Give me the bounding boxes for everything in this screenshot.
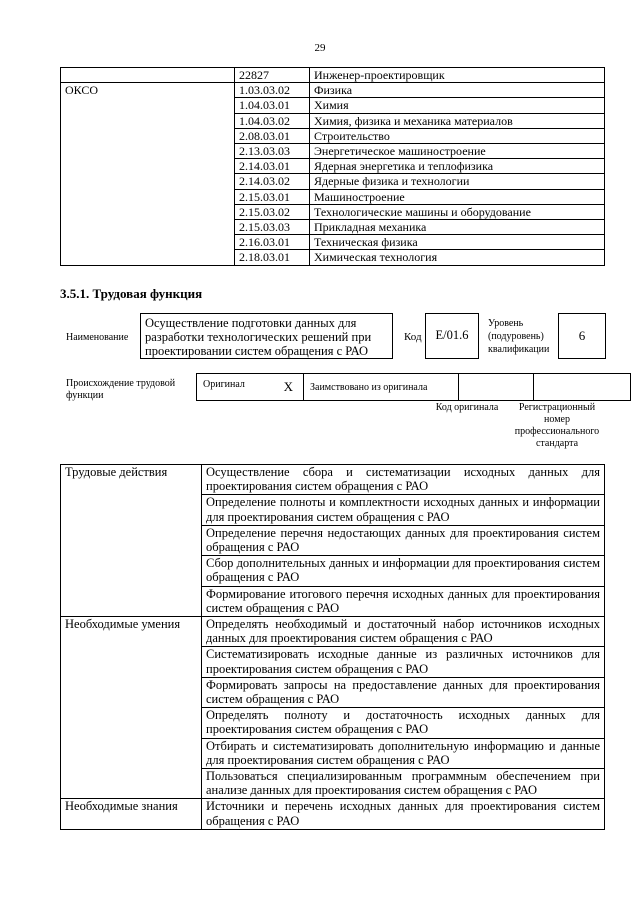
okso-code: 1.04.03.01 bbox=[235, 98, 310, 113]
okso-name: Инженер-проектировщик bbox=[310, 68, 605, 83]
function-details-table bbox=[60, 464, 605, 830]
okso-code: 1.03.03.02 bbox=[235, 83, 310, 98]
okso-name: Прикладная механика bbox=[310, 220, 605, 235]
okso-name: Техническая физика bbox=[310, 235, 605, 250]
code-value: E/01.6 bbox=[435, 328, 469, 342]
okso-name: Ядерная энергетика и теплофизика bbox=[310, 159, 605, 174]
okso-code: 2.13.03.03 bbox=[235, 144, 310, 159]
okso-code: 2.16.03.01 bbox=[235, 235, 310, 250]
skills-header: Необходимые умения bbox=[61, 617, 202, 799]
table-row bbox=[61, 465, 605, 495]
okso-code: 1.04.03.02 bbox=[235, 113, 310, 128]
level-label: Уровень (подуровень) квалификации bbox=[488, 318, 550, 355]
okso-code: 2.15.03.02 bbox=[235, 204, 310, 219]
okso-row bbox=[61, 68, 605, 83]
required-skill: Систематизировать исходные данные из различных источников для проектирования систем обращения с РАО bbox=[202, 647, 605, 677]
labor-action: Определение полноты и комплектности исходных данных и информации для проектирования систем обращения с РАО bbox=[202, 495, 605, 525]
code-label: Код bbox=[404, 331, 422, 343]
section-title: 3.5.1. Трудовая функция bbox=[60, 286, 203, 301]
okso-code: 2.14.03.01 bbox=[235, 159, 310, 174]
okso-name: Химическая технология bbox=[310, 250, 605, 265]
reg-num-caption: Регистрационный номер профессионального стандарта bbox=[514, 402, 600, 449]
borrowed-label: Заимствовано из оригинала bbox=[310, 381, 428, 393]
required-knowledge: Источники и перечень исходных данных для проектирования систем обращения с РАО bbox=[202, 799, 605, 829]
labor-action: Осуществление сбора и систематизации исходных данных для проектирования систем обращения с РАО bbox=[202, 465, 605, 495]
okso-name: Ядерные физика и технологии bbox=[310, 174, 605, 189]
okso-name: Машиностроение bbox=[310, 189, 605, 204]
okso-code: 2.08.03.01 bbox=[235, 128, 310, 143]
okso-table bbox=[60, 67, 605, 266]
borrowed-cell bbox=[304, 374, 459, 401]
required-skill: Определять полноту и достаточность исходных данных для проектирования систем обращения с РАО bbox=[202, 708, 605, 738]
okso-code: 2.18.03.01 bbox=[235, 250, 310, 265]
code-orig-cell bbox=[459, 374, 534, 401]
okso-row bbox=[61, 83, 605, 98]
knowledge-header: Необходимые знания bbox=[61, 799, 202, 829]
okso-code: 2.15.03.03 bbox=[235, 220, 310, 235]
okso-name: Строительство bbox=[310, 128, 605, 143]
table-row bbox=[61, 617, 605, 647]
original-label: Оригинал bbox=[203, 379, 245, 390]
origin-label: Происхождение трудовой функции bbox=[66, 378, 176, 401]
labor-action: Формирование итогового перечня исходных данных для проектирования систем обращения с РАО bbox=[202, 586, 605, 616]
required-skill: Отбирать и систематизировать дополнительную информацию и данные для проектирования систем обращения с РАО bbox=[202, 738, 605, 768]
okso-name: Химия, физика и механика материалов bbox=[310, 113, 605, 128]
function-name-box bbox=[140, 313, 393, 359]
okso-name: Физика bbox=[310, 83, 605, 98]
reg-num-cell bbox=[534, 374, 631, 401]
okso-name: Технологические машины и оборудование bbox=[310, 204, 605, 219]
origin-table bbox=[196, 373, 631, 401]
name-label: Наименование bbox=[66, 332, 129, 343]
okso-code: 22827 bbox=[235, 68, 310, 83]
required-skill: Пользоваться специализированным программным обеспечением при анализе данных для проектирования систем обращения с РАО bbox=[202, 769, 605, 799]
labor-action: Сбор дополнительных данных и информации для проектирования систем обращения с РАО bbox=[202, 556, 605, 586]
okso-code: 2.15.03.01 bbox=[235, 189, 310, 204]
table-row bbox=[61, 799, 605, 829]
code-box bbox=[425, 313, 479, 359]
origin-original-cell bbox=[197, 374, 304, 401]
level-box bbox=[558, 313, 606, 359]
okso-name: Энергетическое машиностроение bbox=[310, 144, 605, 159]
original-mark: X bbox=[283, 379, 293, 394]
required-skill: Определять необходимый и достаточный набор источников исходных данных для проектирования систем обращения с РАО bbox=[202, 617, 605, 647]
code-orig-caption: Код оригинала bbox=[435, 402, 499, 413]
page-number: 29 bbox=[314, 42, 326, 54]
required-skill: Формировать запросы на предоставление данных для проектирования систем обращения с РАО bbox=[202, 677, 605, 707]
function-name-value: Осуществление подготовки данных для разработки технологических решений при проектировании систем обращения с РАО bbox=[145, 316, 372, 358]
actions-header: Трудовые действия bbox=[61, 465, 202, 617]
okso-group-cell bbox=[61, 68, 235, 83]
level-value: 6 bbox=[578, 328, 586, 343]
okso-code: 2.14.03.02 bbox=[235, 174, 310, 189]
okso-name: Химия bbox=[310, 98, 605, 113]
labor-action: Определение перечня недостающих данных для проектирования систем обращения с РАО bbox=[202, 525, 605, 555]
okso-group-cell: ОКСО bbox=[61, 83, 235, 265]
